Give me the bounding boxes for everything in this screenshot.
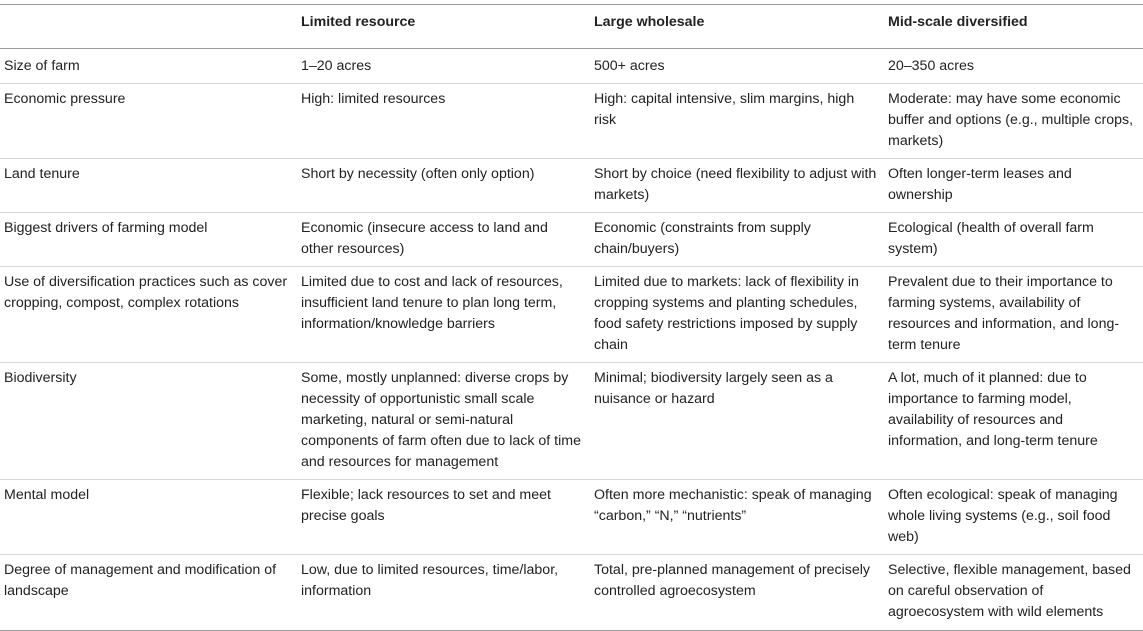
table-row [0, 267, 1143, 363]
cell-mid-scale-diversified: Ecological (health of overall farm system) [884, 213, 1143, 267]
table-row [0, 555, 1143, 631]
cell-large-wholesale: 500+ acres [590, 49, 884, 84]
table-row [0, 363, 1143, 480]
table-row [0, 159, 1143, 213]
cell-mid-scale-diversified: A lot, much of it planned: due to importance to farming model, availability of resources and information, and long-term tenure [884, 363, 1143, 480]
cell-limited-resource: Short by necessity (often only option) [297, 159, 590, 213]
header-large-wholesale: Large wholesale [590, 5, 884, 49]
cell-large-wholesale: Short by choice (need flexibility to adjust with markets) [590, 159, 884, 213]
table-body [0, 49, 1143, 631]
table-header [0, 5, 1143, 49]
cell-limited-resource: 1–20 acres [297, 49, 590, 84]
farm-typology-table [0, 4, 1143, 631]
row-label: Biggest drivers of farming model [0, 213, 297, 267]
table-row [0, 480, 1143, 555]
cell-mid-scale-diversified: Often longer-term leases and ownership [884, 159, 1143, 213]
table-row [0, 49, 1143, 84]
cell-large-wholesale: Often more mechanistic: speak of managing “carbon,” “N,” “nutrients” [590, 480, 884, 555]
header-mid-scale-diversified: Mid-scale diversified [884, 5, 1143, 49]
table-row [0, 84, 1143, 159]
cell-limited-resource: Low, due to limited resources, time/labor, information [297, 555, 590, 631]
header-limited-resource: Limited resource [297, 5, 590, 49]
row-label: Economic pressure [0, 84, 297, 159]
row-label: Degree of management and modification of landscape [0, 555, 297, 631]
header-empty-cell [0, 5, 297, 49]
cell-mid-scale-diversified: Often ecological: speak of managing whole living systems (e.g., soil food web) [884, 480, 1143, 555]
cell-large-wholesale: Total, pre-planned management of precisely controlled agroecosystem [590, 555, 884, 631]
row-label: Biodiversity [0, 363, 297, 480]
row-label: Size of farm [0, 49, 297, 84]
cell-mid-scale-diversified: Moderate: may have some economic buffer and options (e.g., multiple crops, markets) [884, 84, 1143, 159]
cell-large-wholesale: High: capital intensive, slim margins, high risk [590, 84, 884, 159]
cell-mid-scale-diversified: 20–350 acres [884, 49, 1143, 84]
cell-mid-scale-diversified: Prevalent due to their importance to farming systems, availability of resources and information, and long-term tenure [884, 267, 1143, 363]
cell-limited-resource: Flexible; lack resources to set and meet precise goals [297, 480, 590, 555]
row-label: Use of diversification practices such as cover cropping, compost, complex rotations [0, 267, 297, 363]
table-row [0, 213, 1143, 267]
cell-limited-resource: Some, mostly unplanned: diverse crops by necessity of opportunistic small scale marketing, natural or semi-natural components of farm often due to lack of time and resources for management [297, 363, 590, 480]
cell-large-wholesale: Economic (constraints from supply chain/buyers) [590, 213, 884, 267]
cell-limited-resource: High: limited resources [297, 84, 590, 159]
cell-mid-scale-diversified: Selective, flexible management, based on careful observation of agroecosystem with wild elements [884, 555, 1143, 631]
cell-large-wholesale: Minimal; biodiversity largely seen as a nuisance or hazard [590, 363, 884, 480]
cell-limited-resource: Limited due to cost and lack of resources, insufficient land tenure to plan long term, information/knowledge barriers [297, 267, 590, 363]
cell-limited-resource: Economic (insecure access to land and other resources) [297, 213, 590, 267]
row-label: Land tenure [0, 159, 297, 213]
row-label: Mental model [0, 480, 297, 555]
header-row [0, 5, 1143, 49]
cell-large-wholesale: Limited due to markets: lack of flexibility in cropping systems and planting schedules, food safety restrictions imposed by supply chain [590, 267, 884, 363]
